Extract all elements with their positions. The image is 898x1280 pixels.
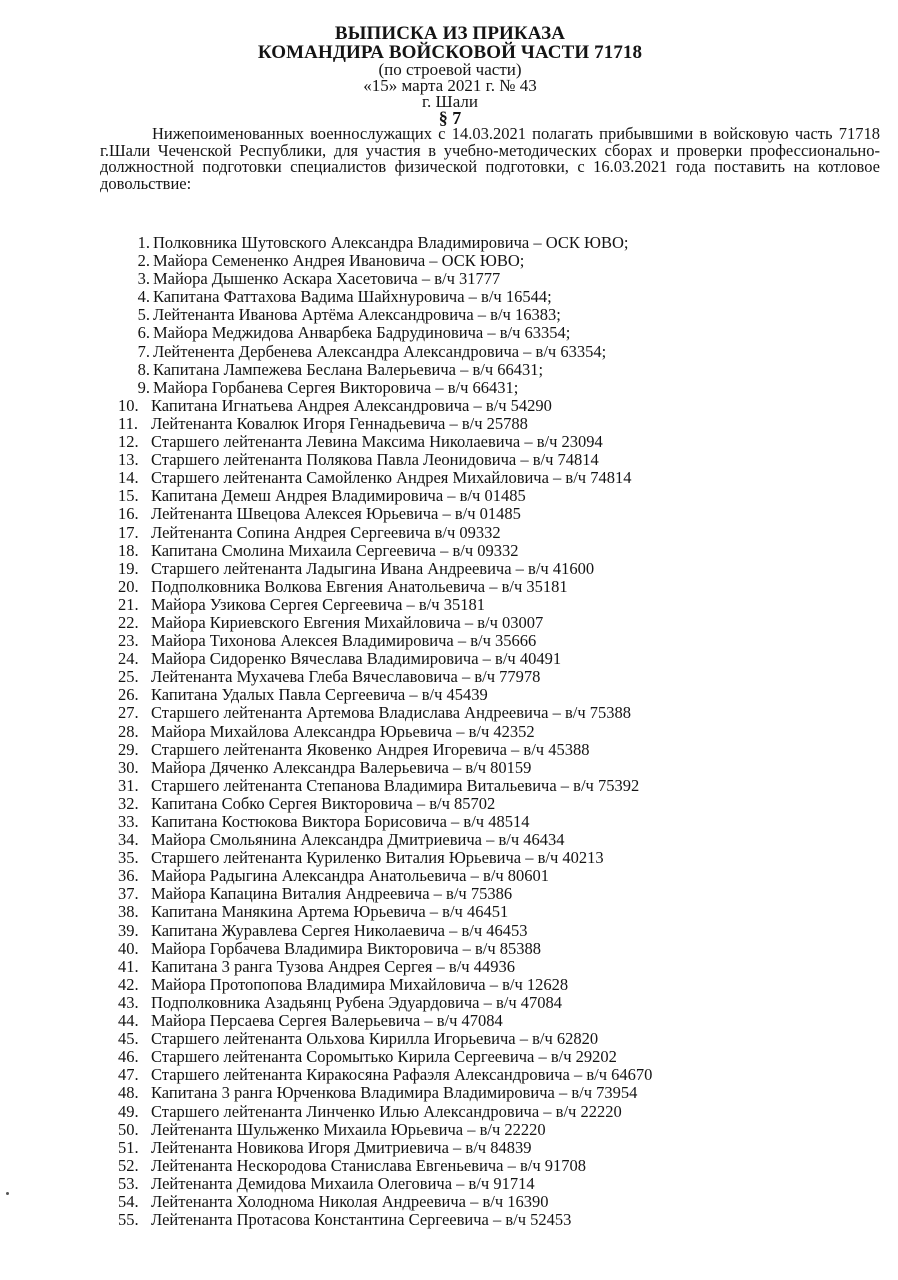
list-item <box>120 234 860 252</box>
list-item-number: 44. <box>118 1011 139 1031</box>
list-item <box>120 415 860 433</box>
list-item-text: Майора Меджидова Анварбека Бадрудиновича – в/ч 63354; <box>153 323 571 343</box>
list-item-number: 33. <box>118 812 139 831</box>
list-item <box>120 270 860 288</box>
list-item-text: Лейтенанта Мухачева Глеба Вячеславовича – в/ч 77978 <box>151 667 541 687</box>
list-item-number: 13. <box>118 450 139 470</box>
list-item <box>120 813 860 831</box>
list-item-text: Майора Протопопова Владимира Михайловича – в/ч 12628 <box>151 974 569 994</box>
list-item-number: 31. <box>118 775 139 795</box>
list-item-text: Старшего лейтенанта Полякова Павла Леонидовича – в/ч 74814 <box>151 450 599 470</box>
list-item-number: 40. <box>118 938 139 958</box>
list-item <box>120 324 860 342</box>
list-item-number: 46. <box>118 1047 139 1067</box>
list-item <box>120 940 860 958</box>
list-item <box>120 343 860 361</box>
list-item-text: Капитана Удалых Павла Сергеевича – в/ч 45439 <box>151 685 488 705</box>
list-item <box>120 1066 860 1084</box>
list-item-number: 38. <box>118 902 139 922</box>
list-item <box>120 650 860 668</box>
list-item-number: 53. <box>118 1173 139 1193</box>
list-item-number: 18. <box>118 540 139 560</box>
list-item-text: Старшего лейтенанта Соромытько Кирила Сергеевича – в/ч 29202 <box>151 1047 617 1067</box>
list-item <box>120 1139 860 1157</box>
list-item <box>120 741 860 759</box>
list-item-text: Старшего лейтенанта Киракосяна Рафаэля Александровича – в/ч 64670 <box>151 1065 653 1085</box>
list-item <box>120 831 860 849</box>
list-item-number: 47. <box>118 1065 139 1085</box>
list-item-number: 29. <box>118 739 139 759</box>
scan-speck <box>6 1192 9 1195</box>
list-item-text: Майора Смольянина Александра Дмитриевича – в/ч 46434 <box>151 830 565 850</box>
list-item <box>120 288 860 306</box>
list-item-number: 11. <box>118 413 139 433</box>
list-item-text: Майора Дышенко Аскара Хасетовича – в/ч 31777 <box>153 269 501 289</box>
list-item <box>120 704 860 722</box>
list-item-text: Капитана Смолина Михаила Сергеевича – в/ч 09332 <box>151 540 519 560</box>
list-item <box>120 723 860 741</box>
list-item-text: Старшего лейтенанта Ладыгина Ивана Андреевича – в/ч 41600 <box>151 558 595 578</box>
document-title-line2: КОМАНДИРА ВОЙСКОВОЙ ЧАСТИ 71718 <box>257 42 643 63</box>
list-item <box>120 976 860 994</box>
list-item <box>120 632 860 650</box>
list-item <box>120 922 860 940</box>
list-item-text: Майора Радыгина Александра Анатольевича – в/ч 80601 <box>151 866 550 886</box>
list-item <box>120 686 860 704</box>
list-item <box>120 1157 860 1175</box>
list-item-number: 20. <box>118 576 139 596</box>
list-item-number: 16. <box>118 504 139 524</box>
list-item-text: Майора Горбачева Владимира Викторовича – в/ч 85388 <box>151 938 541 958</box>
list-item-text: Лейтенанта Швецова Алексея Юрьевича – в/ч 01485 <box>151 504 521 524</box>
list-item-text: Подполковника Волкова Евгения Анатольевича – в/ч 35181 <box>151 576 568 596</box>
list-item-number: 34. <box>118 830 139 850</box>
list-item <box>120 1175 860 1193</box>
list-item-text: Старшего лейтенанта Яковенко Андрея Игоревича – в/ч 45388 <box>151 739 590 759</box>
list-item <box>120 903 860 921</box>
list-item <box>120 777 860 795</box>
list-item-number: 48. <box>118 1083 139 1103</box>
list-item-text: Лейтенанта Холоднома Николая Андреевича – в/ч 16390 <box>151 1191 549 1211</box>
list-item-text: Капитана Демеш Андрея Владимировича – в/ч 01485 <box>151 486 526 506</box>
list-item-text: Майора Сидоренко Вячеслава Владимировича – в/ч 40491 <box>151 649 562 669</box>
list-item <box>120 306 860 324</box>
document-subtitle: (по строевой части) <box>378 60 522 79</box>
list-item-text: Майора Семененко Андрея Ивановича – ОСК ЮВО; <box>153 251 525 271</box>
list-item-text: Старшего лейтенанта Степанова Владимира Витальевича – в/ч 75392 <box>151 775 640 795</box>
list-item-number: 19. <box>118 558 139 578</box>
list-item-text: Полковника Шутовского Александра Владимировича – ОСК ЮВО; <box>153 233 629 252</box>
list-item <box>120 397 860 415</box>
list-item-text: Лейтенанта Демидова Михаила Олеговича – в/ч 91714 <box>151 1173 535 1193</box>
paragraph-number: § 7 <box>438 108 462 128</box>
list-item-number: 14. <box>118 468 139 488</box>
list-item-number: 55. <box>118 1210 139 1230</box>
list-item-text: Лейтенанта Нескородова Станислава Евгеньевича – в/ч 91708 <box>151 1155 587 1175</box>
order-date-number: «15» марта 2021 г. № 43 <box>363 76 537 95</box>
list-item <box>120 433 860 451</box>
list-item-number: 12. <box>118 432 139 452</box>
list-item-text: Капитана Лампежева Беслана Валерьевича – в/ч 66431; <box>153 359 544 379</box>
list-item <box>120 867 860 885</box>
list-item-number: 22. <box>118 612 139 632</box>
list-item-number: 36. <box>118 866 139 886</box>
list-item-number: 27. <box>118 703 139 723</box>
list-item-number: 39. <box>118 920 139 940</box>
list-item-text: Лейтенанта Шульженко Михаила Юрьевича – в/ч 22220 <box>151 1119 546 1139</box>
list-item-number: 37. <box>118 884 139 904</box>
list-item <box>120 578 860 596</box>
list-item-text: Старшего лейтенанта Левина Максима Николаевича – в/ч 23094 <box>151 432 603 452</box>
list-item-text: Капитана Фаттахова Вадима Шайхнуровича – в/ч 16544; <box>153 287 552 307</box>
list-item <box>120 614 860 632</box>
list-item-number: 15. <box>118 486 139 506</box>
list-item-text: Лейтенанта Протасова Константина Сергеевича – в/ч 52453 <box>151 1210 572 1230</box>
list-item <box>120 487 860 505</box>
list-item <box>120 1048 860 1066</box>
list-item <box>120 668 860 686</box>
list-item-text: Майора Михайлова Александра Юрьевича – в/ч 42352 <box>151 721 535 741</box>
list-item-number: 10. <box>118 395 139 415</box>
list-item-text: Старшего лейтенанта Куриленко Виталия Юрьевича – в/ч 40213 <box>151 848 604 868</box>
list-item-number: 28. <box>118 721 139 741</box>
list-item-text: Майора Кириевского Евгения Михайловича – в/ч 03007 <box>151 612 544 632</box>
list-item-number: 35. <box>118 848 139 868</box>
list-item <box>120 1121 860 1139</box>
list-item-number: 30. <box>118 757 139 777</box>
list-item-text: Капитана 3 ранга Юрченкова Владимира Владимировича – в/ч 73954 <box>151 1083 638 1103</box>
list-item-number: 41. <box>118 956 139 976</box>
list-item-text: Майора Капацина Виталия Андреевича – в/ч 75386 <box>151 884 513 904</box>
list-item-text: Капитана Собко Сергея Викторовича – в/ч 85702 <box>151 793 496 813</box>
list-item-number: 8. <box>137 359 150 379</box>
list-item-text: Старшего лейтенанта Линченко Илью Александровича – в/ч 22220 <box>151 1101 622 1121</box>
list-item-number: 17. <box>118 522 139 542</box>
list-item <box>120 542 860 560</box>
list-item-number: 4. <box>137 287 150 307</box>
list-item-text: Лейтенанта Ковалюк Игоря Геннадьевича – в/ч 25788 <box>151 413 528 433</box>
document-title-line1: ВЫПИСКА ИЗ ПРИКАЗА <box>334 23 566 44</box>
list-item-number: 21. <box>118 594 139 614</box>
list-item <box>120 524 860 542</box>
list-item-text: Майора Горбанева Сергея Викторовича – в/ч 66431; <box>153 377 519 397</box>
list-item <box>120 469 860 487</box>
document-header <box>0 24 898 126</box>
list-item-text: Майора Тихонова Алексея Владимировича – в/ч 35666 <box>151 631 537 651</box>
list-item <box>120 1103 860 1121</box>
list-item-text: Майора Персаева Сергея Валерьевича – в/ч 47084 <box>151 1011 503 1031</box>
list-item <box>120 451 860 469</box>
list-item <box>120 958 860 976</box>
intro-paragraph: Нижепоименованных военнослужащих с 14.03.2021 полагать прибывшими в войсковую часть 71718 г.Шали Чеченской Республики, для участия в учебно-методических сборах и проверки профессионально-должностной подготовки специалистов физической подготовки, с 16.03.2021 года поставить на котловое довольствие: <box>100 124 880 193</box>
list-item <box>120 560 860 578</box>
list-item-number: 50. <box>118 1119 139 1139</box>
list-item <box>120 994 860 1012</box>
list-item-number: 51. <box>118 1137 139 1157</box>
list-item-number: 49. <box>118 1101 139 1121</box>
personnel-list <box>120 234 860 1229</box>
list-item-text: Майора Дяченко Александра Валерьевича – в/ч 80159 <box>151 757 532 777</box>
list-item <box>120 795 860 813</box>
list-item <box>120 1084 860 1102</box>
list-item-number: 24. <box>118 649 139 669</box>
list-item-number: 2. <box>137 251 150 271</box>
list-item <box>120 1193 860 1211</box>
list-item-number: 3. <box>137 269 150 289</box>
list-item-number: 9. <box>137 377 150 397</box>
list-item-text: Подполковника Азадьянц Рубена Эдуардовича – в/ч 47084 <box>151 992 563 1012</box>
list-item <box>120 1012 860 1030</box>
list-item-text: Капитана Манякина Артема Юрьевича – в/ч 46451 <box>151 902 509 922</box>
list-item <box>120 361 860 379</box>
list-item <box>120 1211 860 1229</box>
list-item-text: Старшего лейтенанта Артемова Владислава Андреевича – в/ч 75388 <box>151 703 632 723</box>
list-item-text: Лейтенанта Иванова Артёма Александровича – в/ч 16383; <box>153 305 561 325</box>
list-item-text: Лейтенента Дербенева Александра Александровича – в/ч 63354; <box>153 341 607 361</box>
list-item-number: 5. <box>137 305 150 325</box>
list-item <box>120 252 860 270</box>
list-item <box>120 379 860 397</box>
list-item-text: Старшего лейтенанта Ольхова Кирилла Игорьевича – в/ч 62820 <box>151 1029 599 1049</box>
list-item-number: 42. <box>118 974 139 994</box>
list-item-text: Капитана 3 ранга Тузова Андрея Сергея – в/ч 44936 <box>151 956 515 976</box>
order-city: г. Шали <box>422 92 478 111</box>
list-item-number: 45. <box>118 1029 139 1049</box>
list-item-text: Лейтенанта Сопина Андрея Сергеевича в/ч 09332 <box>151 522 501 542</box>
list-item <box>120 505 860 523</box>
list-item-number: 6. <box>137 323 150 343</box>
list-item-number: 43. <box>118 992 139 1012</box>
list-item-text: Капитана Игнатьева Андрея Александровича – в/ч 54290 <box>151 395 552 415</box>
list-item <box>120 759 860 777</box>
list-item-text: Лейтенанта Новикова Игоря Дмитриевича – в/ч 84839 <box>151 1137 532 1157</box>
list-item-text: Капитана Журавлева Сергея Николаевича – в/ч 46453 <box>151 920 528 940</box>
list-item-number: 1. <box>137 233 150 252</box>
list-item-number: 25. <box>118 667 139 687</box>
list-item-number: 7. <box>137 341 150 361</box>
list-item <box>120 596 860 614</box>
list-item <box>120 885 860 903</box>
list-item-number: 52. <box>118 1155 139 1175</box>
list-item-text: Старшего лейтенанта Самойленко Андрея Михайловича – в/ч 74814 <box>151 468 632 488</box>
list-item-number: 23. <box>118 631 139 651</box>
list-item-number: 32. <box>118 793 139 813</box>
list-item-text: Майора Узикова Сергея Сергеевича – в/ч 35181 <box>151 594 485 614</box>
list-item-text: Капитана Костюкова Виктора Борисовича – в/ч 48514 <box>151 812 530 831</box>
list-item <box>120 1030 860 1048</box>
list-item-number: 54. <box>118 1191 139 1211</box>
list-item <box>120 849 860 867</box>
list-item-number: 26. <box>118 685 139 705</box>
